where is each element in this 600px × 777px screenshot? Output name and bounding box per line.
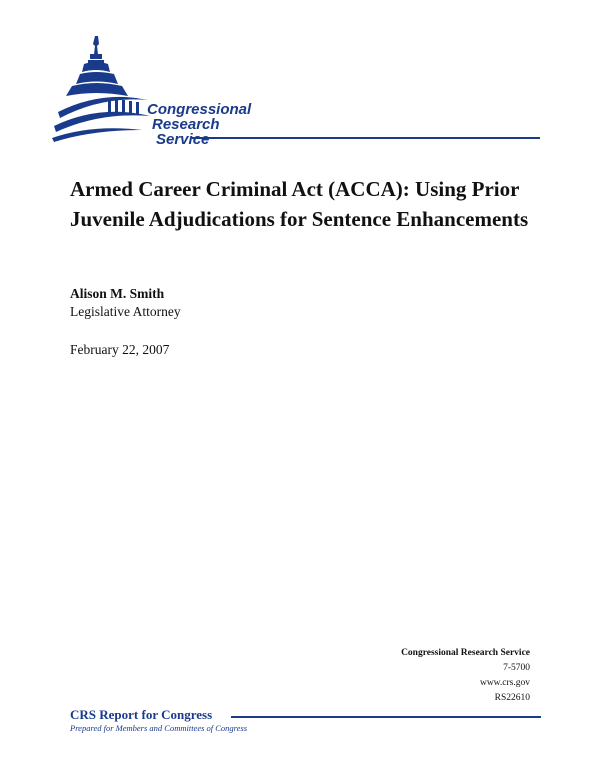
wordmark-line-research: Research: [152, 116, 220, 133]
report-info-block: [401, 646, 530, 706]
report-title: Armed Career Criminal Act (ACCA): Using Prior Juvenile Adjudications for Sentence Enhancements: [70, 177, 529, 231]
author-name: Alison M. Smith: [70, 286, 165, 301]
info-organization: Congressional Research Service: [401, 648, 530, 658]
info-website: www.crs.gov: [479, 678, 530, 688]
footer-divider: [231, 716, 541, 718]
crs-capitol-dome-logo: [52, 34, 542, 146]
info-report-number: RS22610: [494, 693, 530, 703]
footer-title: CRS Report for Congress: [70, 707, 213, 722]
wordmark-line-service: Service: [156, 131, 210, 148]
footer-subtitle: Prepared for Members and Committees of Congress: [70, 723, 248, 733]
info-phone: 7-5700: [503, 663, 530, 673]
report-date: February 22, 2007: [70, 342, 170, 357]
crs-wordmark: [147, 102, 251, 147]
wordmark-line-congressional: Congressional: [147, 101, 252, 118]
author-role: Legislative Attorney: [70, 304, 181, 319]
